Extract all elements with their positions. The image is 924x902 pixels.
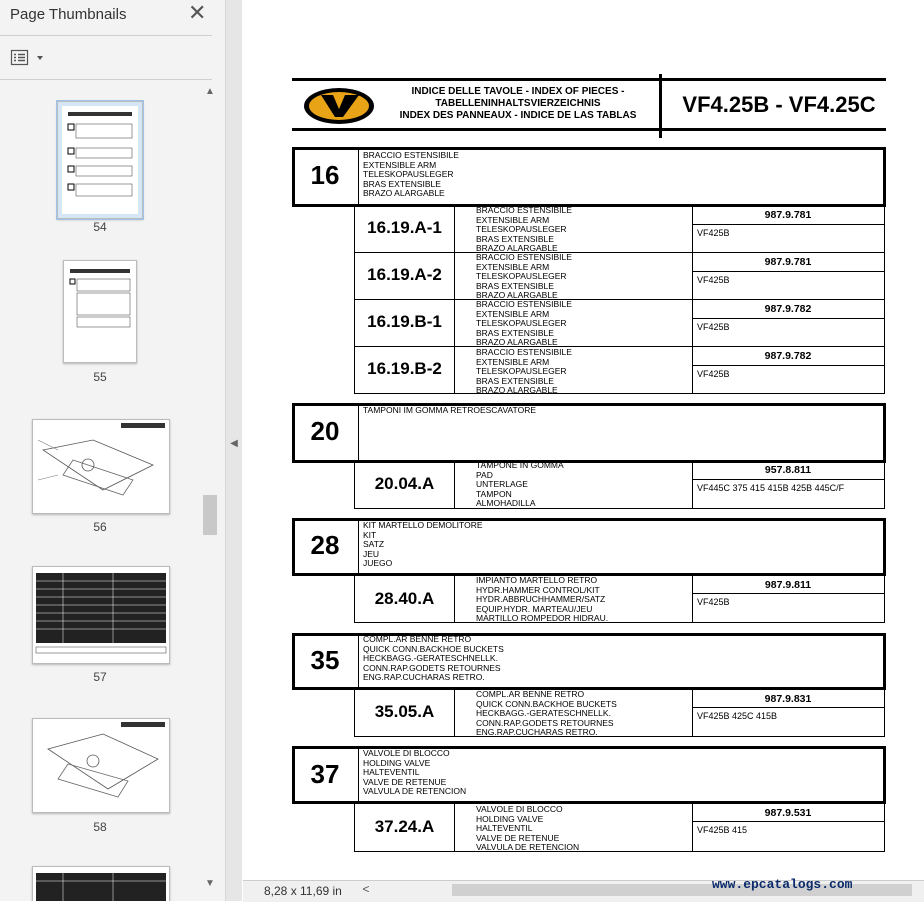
page-thumbnail-54[interactable]: [57, 101, 143, 219]
desc-line: ENG.RAP.CUCHARAS RETRO.: [363, 672, 485, 682]
group-number: 37: [310, 759, 340, 789]
page-number-54: 54: [93, 220, 107, 234]
brand-logo: [303, 87, 375, 125]
part-number: 957.8.811: [764, 464, 812, 476]
desc-line: BRACCIO ESTENSIBILE: [476, 347, 572, 357]
desc-line: VALVE DE RETENUE: [476, 832, 560, 843]
item-description: [476, 300, 572, 348]
desc-line: CONN.RAP.GODETS RETOURNES: [363, 662, 501, 673]
row-rule: [354, 346, 885, 347]
model-list: VF425B: [697, 275, 730, 285]
thumbnail-options-button[interactable]: [10, 46, 48, 70]
row-rule: [354, 252, 885, 253]
item-description: [476, 690, 617, 738]
cell-rule: [692, 707, 884, 708]
desc-line: BRAZO ALARGABLE: [476, 243, 558, 253]
thumbnail-scrollbar[interactable]: [203, 86, 217, 896]
row-rule: [354, 622, 885, 623]
item-description: [476, 206, 572, 254]
item-description: [476, 348, 572, 396]
desc-line: CONN.RAP.GODETS RETOURNES: [476, 717, 614, 728]
item-description: [476, 576, 608, 624]
page-thumbnail-58[interactable]: [32, 718, 170, 813]
page-number-56: 56: [93, 520, 107, 534]
cell-rule: [692, 365, 884, 366]
desc-line: HOLDING VALVE: [476, 813, 544, 824]
desc-line: COMPL.AR BENNE RETRO: [476, 689, 585, 699]
group-description: [363, 635, 504, 683]
close-icon[interactable]: ✕: [188, 0, 207, 25]
page-size-label: 8,28 x 11,69 in: [264, 884, 342, 898]
model-title: VF4.25B - VF4.25C: [682, 92, 876, 117]
scroll-left-icon[interactable]: <: [362, 882, 370, 896]
page-preview: [33, 867, 169, 901]
header-divider: [659, 74, 662, 138]
thumbnail-list: [0, 80, 200, 901]
desc-line: BRAS EXTENSIBLE: [363, 178, 441, 189]
table-code[interactable]: 16.19.A-2: [367, 265, 442, 284]
table-code[interactable]: 37.24.A: [374, 817, 435, 836]
desc-line: TELESKOPAUSLEGER: [476, 366, 567, 376]
model-list: VF425B: [697, 369, 730, 379]
part-number: 987.9.831: [764, 693, 812, 705]
page-preview: [64, 261, 136, 362]
desc-line: BRACCIO ESTENSIBILE: [476, 299, 572, 309]
desc-line: JEU: [363, 548, 380, 559]
table-code[interactable]: 16.19.A-1: [367, 218, 442, 237]
part-number: 987.9.781: [764, 209, 812, 221]
row-rule: [354, 851, 885, 852]
page-preview: [33, 719, 169, 812]
desc-line: BRAS EXTENSIBLE: [476, 327, 554, 338]
scroll-up-icon[interactable]: ▲: [205, 86, 215, 97]
desc-line: EXTENSIBLE ARM: [363, 159, 437, 170]
part-number: 987.9.811: [764, 579, 812, 591]
desc-line: QUICK CONN.BACKHOE BUCKETS: [363, 643, 504, 654]
table-border: [884, 207, 885, 393]
table-border: [454, 804, 455, 852]
desc-line: VALVOLE DI BLOCCO: [476, 804, 563, 814]
table-code[interactable]: 20.04.A: [374, 474, 435, 493]
group-number: 28: [310, 530, 340, 560]
desc-line: ENG.RAP.CUCHARAS RETRO.: [476, 727, 598, 737]
document-page: [243, 0, 924, 880]
group-divider: [358, 748, 359, 802]
scroll-down-icon[interactable]: ▼: [205, 878, 215, 889]
group-number: 20: [310, 416, 340, 446]
desc-line: HECKBAGG.-GERATESCHNELLK.: [363, 653, 498, 663]
desc-line: EXTENSIBLE ARM: [476, 308, 550, 319]
desc-line: UNTERLAGE: [476, 479, 528, 489]
group-number: 35: [310, 645, 340, 675]
desc-line: TELESKOPAUSLEGER: [363, 169, 454, 179]
desc-line: BRACCIO ESTENSIBILE: [476, 205, 572, 215]
desc-line: BRAZO ALARGABLE: [476, 385, 558, 395]
desc-line: TAMPONE IN GOMMA: [476, 460, 564, 470]
watermark: www.epcatalogs.com: [712, 877, 853, 892]
table-border: [884, 804, 885, 852]
desc-line: HOLDING VALVE: [363, 757, 431, 768]
page-number-57: 57: [93, 670, 107, 684]
row-rule: [354, 736, 885, 737]
desc-line: VALVULA DE RETENCION: [476, 842, 580, 852]
desc-line: SATZ: [363, 539, 385, 549]
collapse-panel-icon[interactable]: ◀: [230, 438, 238, 449]
model-list: VF425B 415: [697, 825, 748, 835]
model-list: VF425B: [697, 228, 730, 238]
desc-line: TELESKOPAUSLEGER: [476, 318, 567, 328]
header-title: [383, 86, 653, 122]
desc-line: BRACCIO ESTENSIBILE: [476, 252, 572, 262]
cell-rule: [692, 821, 884, 822]
list-options-icon: [10, 46, 48, 70]
divider: [0, 35, 212, 36]
table-border: [454, 576, 455, 623]
chevron-down-icon: [37, 56, 43, 60]
group-description: [363, 521, 483, 569]
scrollbar-thumb[interactable]: [203, 495, 217, 535]
desc-line: EXTENSIBLE ARM: [476, 356, 550, 367]
cell-rule: [692, 271, 884, 272]
model-list: VF425B: [697, 322, 730, 332]
page-number-55: 55: [93, 370, 107, 384]
part-number: 987.9.781: [764, 256, 812, 268]
page-preview: [58, 102, 142, 218]
page-thumbnail-55[interactable]: [63, 260, 137, 363]
table-border: [454, 690, 455, 737]
header-line: INDICE DELLE TAVOLE - INDEX OF PIECES -: [411, 86, 625, 97]
desc-line: HALTEVENTIL: [363, 767, 420, 777]
desc-line: IMPIANTO MARTELLO RETRO: [476, 575, 598, 585]
group-divider: [358, 635, 359, 688]
header-rule: [292, 128, 886, 131]
table-border: [454, 207, 455, 393]
desc-line: HYDR.HAMMER CONTROL/KIT: [476, 584, 600, 595]
table-border: [884, 576, 885, 623]
desc-line: KIT MARTELLO DEMOLITORE: [363, 520, 483, 530]
table-code[interactable]: 35.05.A: [374, 702, 435, 721]
item-description: [476, 461, 564, 509]
page-thumbnail-56[interactable]: [32, 419, 170, 514]
header-rule: [292, 78, 886, 81]
part-number: 987.9.531: [764, 807, 812, 819]
part-number: 987.9.782: [764, 303, 812, 315]
cell-rule: [692, 224, 884, 225]
item-description: [476, 253, 572, 301]
page-thumbnail-57[interactable]: [32, 566, 170, 664]
desc-line: VALVULA DE RETENCION: [363, 786, 467, 796]
header-line: TABELLENINHALTSVIERZEICHNIS: [435, 98, 601, 109]
desc-line: EQUIP.HYDR. MARTEAU/JEU: [476, 603, 593, 614]
desc-line: BRAS EXTENSIBLE: [476, 280, 554, 291]
group-description: [363, 406, 536, 416]
group-divider: [358, 520, 359, 574]
desc-line: BRAZO ALARGABLE: [476, 337, 558, 347]
desc-line: VALVOLE DI BLOCCO: [363, 748, 450, 758]
table-border: [884, 690, 885, 737]
page-number-58: 58: [93, 820, 107, 834]
part-number: 987.9.782: [764, 350, 812, 362]
desc-line: BRAZO ALARGABLE: [363, 188, 445, 198]
page-thumbnail-59[interactable]: [32, 866, 170, 901]
desc-line: HECKBAGG.-GERATESCHNELLK.: [476, 708, 611, 718]
table-border: [454, 463, 455, 509]
desc-line: KIT: [363, 529, 377, 540]
group-description: [363, 749, 466, 797]
cell-rule: [692, 318, 884, 319]
desc-line: TELESKOPAUSLEGER: [476, 271, 567, 281]
desc-line: VALVE DE RETENUE: [363, 776, 447, 787]
group-number: 16: [310, 160, 340, 190]
model-list: VF425B: [697, 597, 730, 607]
header-line: INDEX DES PANNEAUX - INDICE DE LAS TABLAS: [399, 110, 637, 121]
row-rule: [354, 508, 885, 509]
desc-line: TAMPONI IM GOMMA RETROESCAVATORE: [363, 405, 537, 415]
desc-line: TAMPON: [476, 488, 512, 499]
desc-line: EXTENSIBLE ARM: [476, 214, 550, 225]
row-rule: [354, 393, 885, 394]
desc-line: PAD: [476, 469, 493, 480]
table-code[interactable]: 16.19.B-1: [367, 312, 442, 331]
table-code[interactable]: 28.40.A: [374, 589, 435, 608]
desc-line: ALMOHADILLA: [476, 498, 536, 508]
group-divider: [358, 405, 359, 461]
desc-line: HALTEVENTIL: [476, 823, 533, 833]
panel-title: Page Thumbnails: [10, 6, 127, 23]
table-code[interactable]: 16.19.B-2: [367, 359, 442, 378]
desc-line: JUEGO: [363, 558, 393, 568]
desc-line: BRAZO ALARGABLE: [476, 290, 558, 300]
desc-line: EXTENSIBLE ARM: [476, 261, 550, 272]
model-list: VF445C 375 415 415B 425B 445C/F: [697, 483, 845, 493]
cell-rule: [692, 593, 884, 594]
desc-line: HYDR.ABBRUCHHAMMER/SATZ: [476, 594, 606, 604]
desc-line: MARTILLO ROMPEDOR HIDRAU.: [476, 613, 609, 623]
desc-line: BRACCIO ESTENSIBILE: [363, 150, 459, 160]
cell-rule: [692, 479, 884, 480]
model-list: VF425B 425C 415B: [697, 711, 778, 721]
desc-line: QUICK CONN.BACKHOE BUCKETS: [476, 698, 617, 709]
group-divider: [358, 149, 359, 205]
page-preview: [33, 420, 169, 513]
desc-line: BRAS EXTENSIBLE: [476, 233, 554, 244]
item-description: [476, 805, 579, 853]
desc-line: TELESKOPAUSLEGER: [476, 224, 567, 234]
desc-line: BRAS EXTENSIBLE: [476, 375, 554, 386]
group-description: [363, 151, 459, 199]
table-border: [884, 463, 885, 509]
desc-line: COMPL.AR BENNE RETRO: [363, 634, 472, 644]
row-rule: [354, 299, 885, 300]
page-preview: [33, 567, 169, 663]
